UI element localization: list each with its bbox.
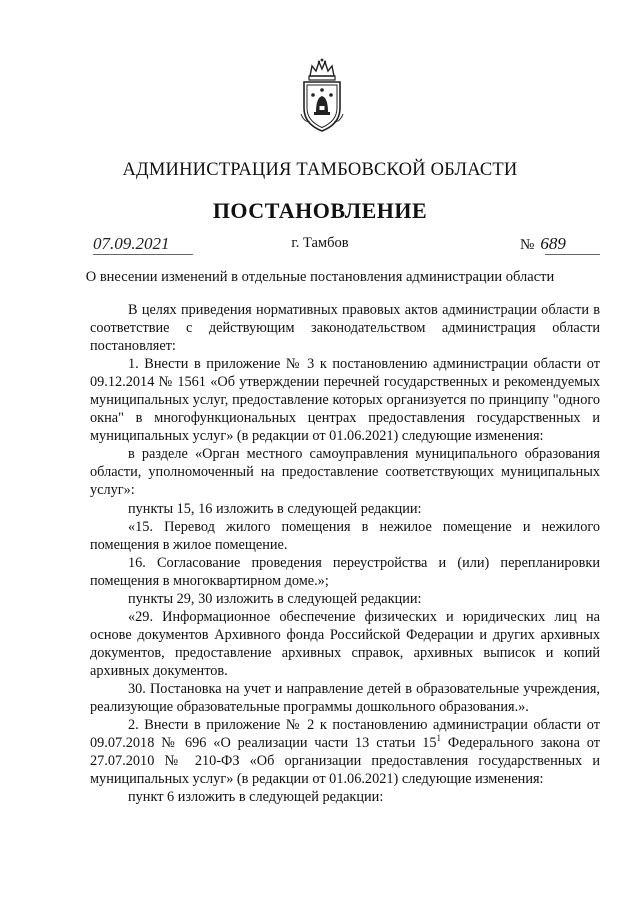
paragraph: 30. Постановка на учет и направление детей в образовательные учреждения, реализующие образовательные программы дошкольного образования.». <box>90 680 600 716</box>
date-underline <box>93 254 193 255</box>
superscript: 1 <box>436 733 442 744</box>
paragraph-text: Федерального закона от 27.07.2010 № 210-ФЗ «Об организации предоставления государственных и муниципальных услуг» (в редакции от 01.06.2021) следующие изменения: <box>90 735 600 788</box>
organization-title: АДМИНИСТРАЦИЯ ТАМБОВСКОЙ ОБЛАСТИ <box>122 160 518 180</box>
number-value: 689 <box>540 234 566 253</box>
number-sign: № <box>520 237 535 253</box>
paragraph: «15. Перевод жилого помещения в нежилое помещение и нежилого помещения в жилое помещение. <box>90 518 600 553</box>
document-type-heading: ПОСТАНОВЛЕНИЕ <box>212 198 428 223</box>
document-number <box>520 234 566 254</box>
paragraph: пункт 6 изложить в следующей редакции: <box>128 789 384 806</box>
document-subject: О внесении изменений в отдельные постановления администрации области <box>85 269 555 285</box>
document-body <box>90 301 600 806</box>
document-meta-row <box>0 234 640 258</box>
document-city: г. Тамбов <box>291 235 349 251</box>
tambov-coat-of-arms-icon <box>298 56 346 134</box>
document-date: 07.09.2021 <box>93 234 170 253</box>
paragraph: в разделе «Орган местного самоуправления муниципального образования области, уполномоченный на предоставление соответствующих муниципальных услуг»: <box>90 446 600 499</box>
paragraph: В целях приведения нормативных правовых актов администрации области в соответствие с действующим законодательством администрация области постановляет: <box>90 302 600 355</box>
paragraph-text: 2. Внести в приложение № 2 к постановлению администрации области от 09.07.2018 № 696 «О реализации части 13 статьи 15 <box>90 717 600 752</box>
paragraph: «29. Информационное обеспечение физических и юридических лиц на основе документов Архивного фонда Российской Федерации и других архивных документов, предоставление архивных справок, архивных выписок и копий архивных документов. <box>90 608 600 679</box>
paragraph <box>90 716 600 788</box>
paragraph: пункты 29, 30 изложить в следующей редакции: <box>128 590 422 607</box>
paragraph: пункты 15, 16 изложить в следующей редакции: <box>128 500 422 517</box>
number-underline <box>545 254 600 255</box>
paragraph: 16. Согласование проведения переустройства и (или) перепланировки помещения в многоквартирном доме.»; <box>90 554 600 589</box>
paragraph: 1. Внести в приложение № 3 к постановлению администрации области от 09.12.2014 № 1561 «Об утверждении перечней государственных и рекомендуемых муниципальных услуг, предоставление которых организуется по принципу "одного окна" в многофункциональных центрах предоставления государственных и муниципальных услуг» (в редакции от 01.06.2021) следующие изменения: <box>90 356 600 445</box>
